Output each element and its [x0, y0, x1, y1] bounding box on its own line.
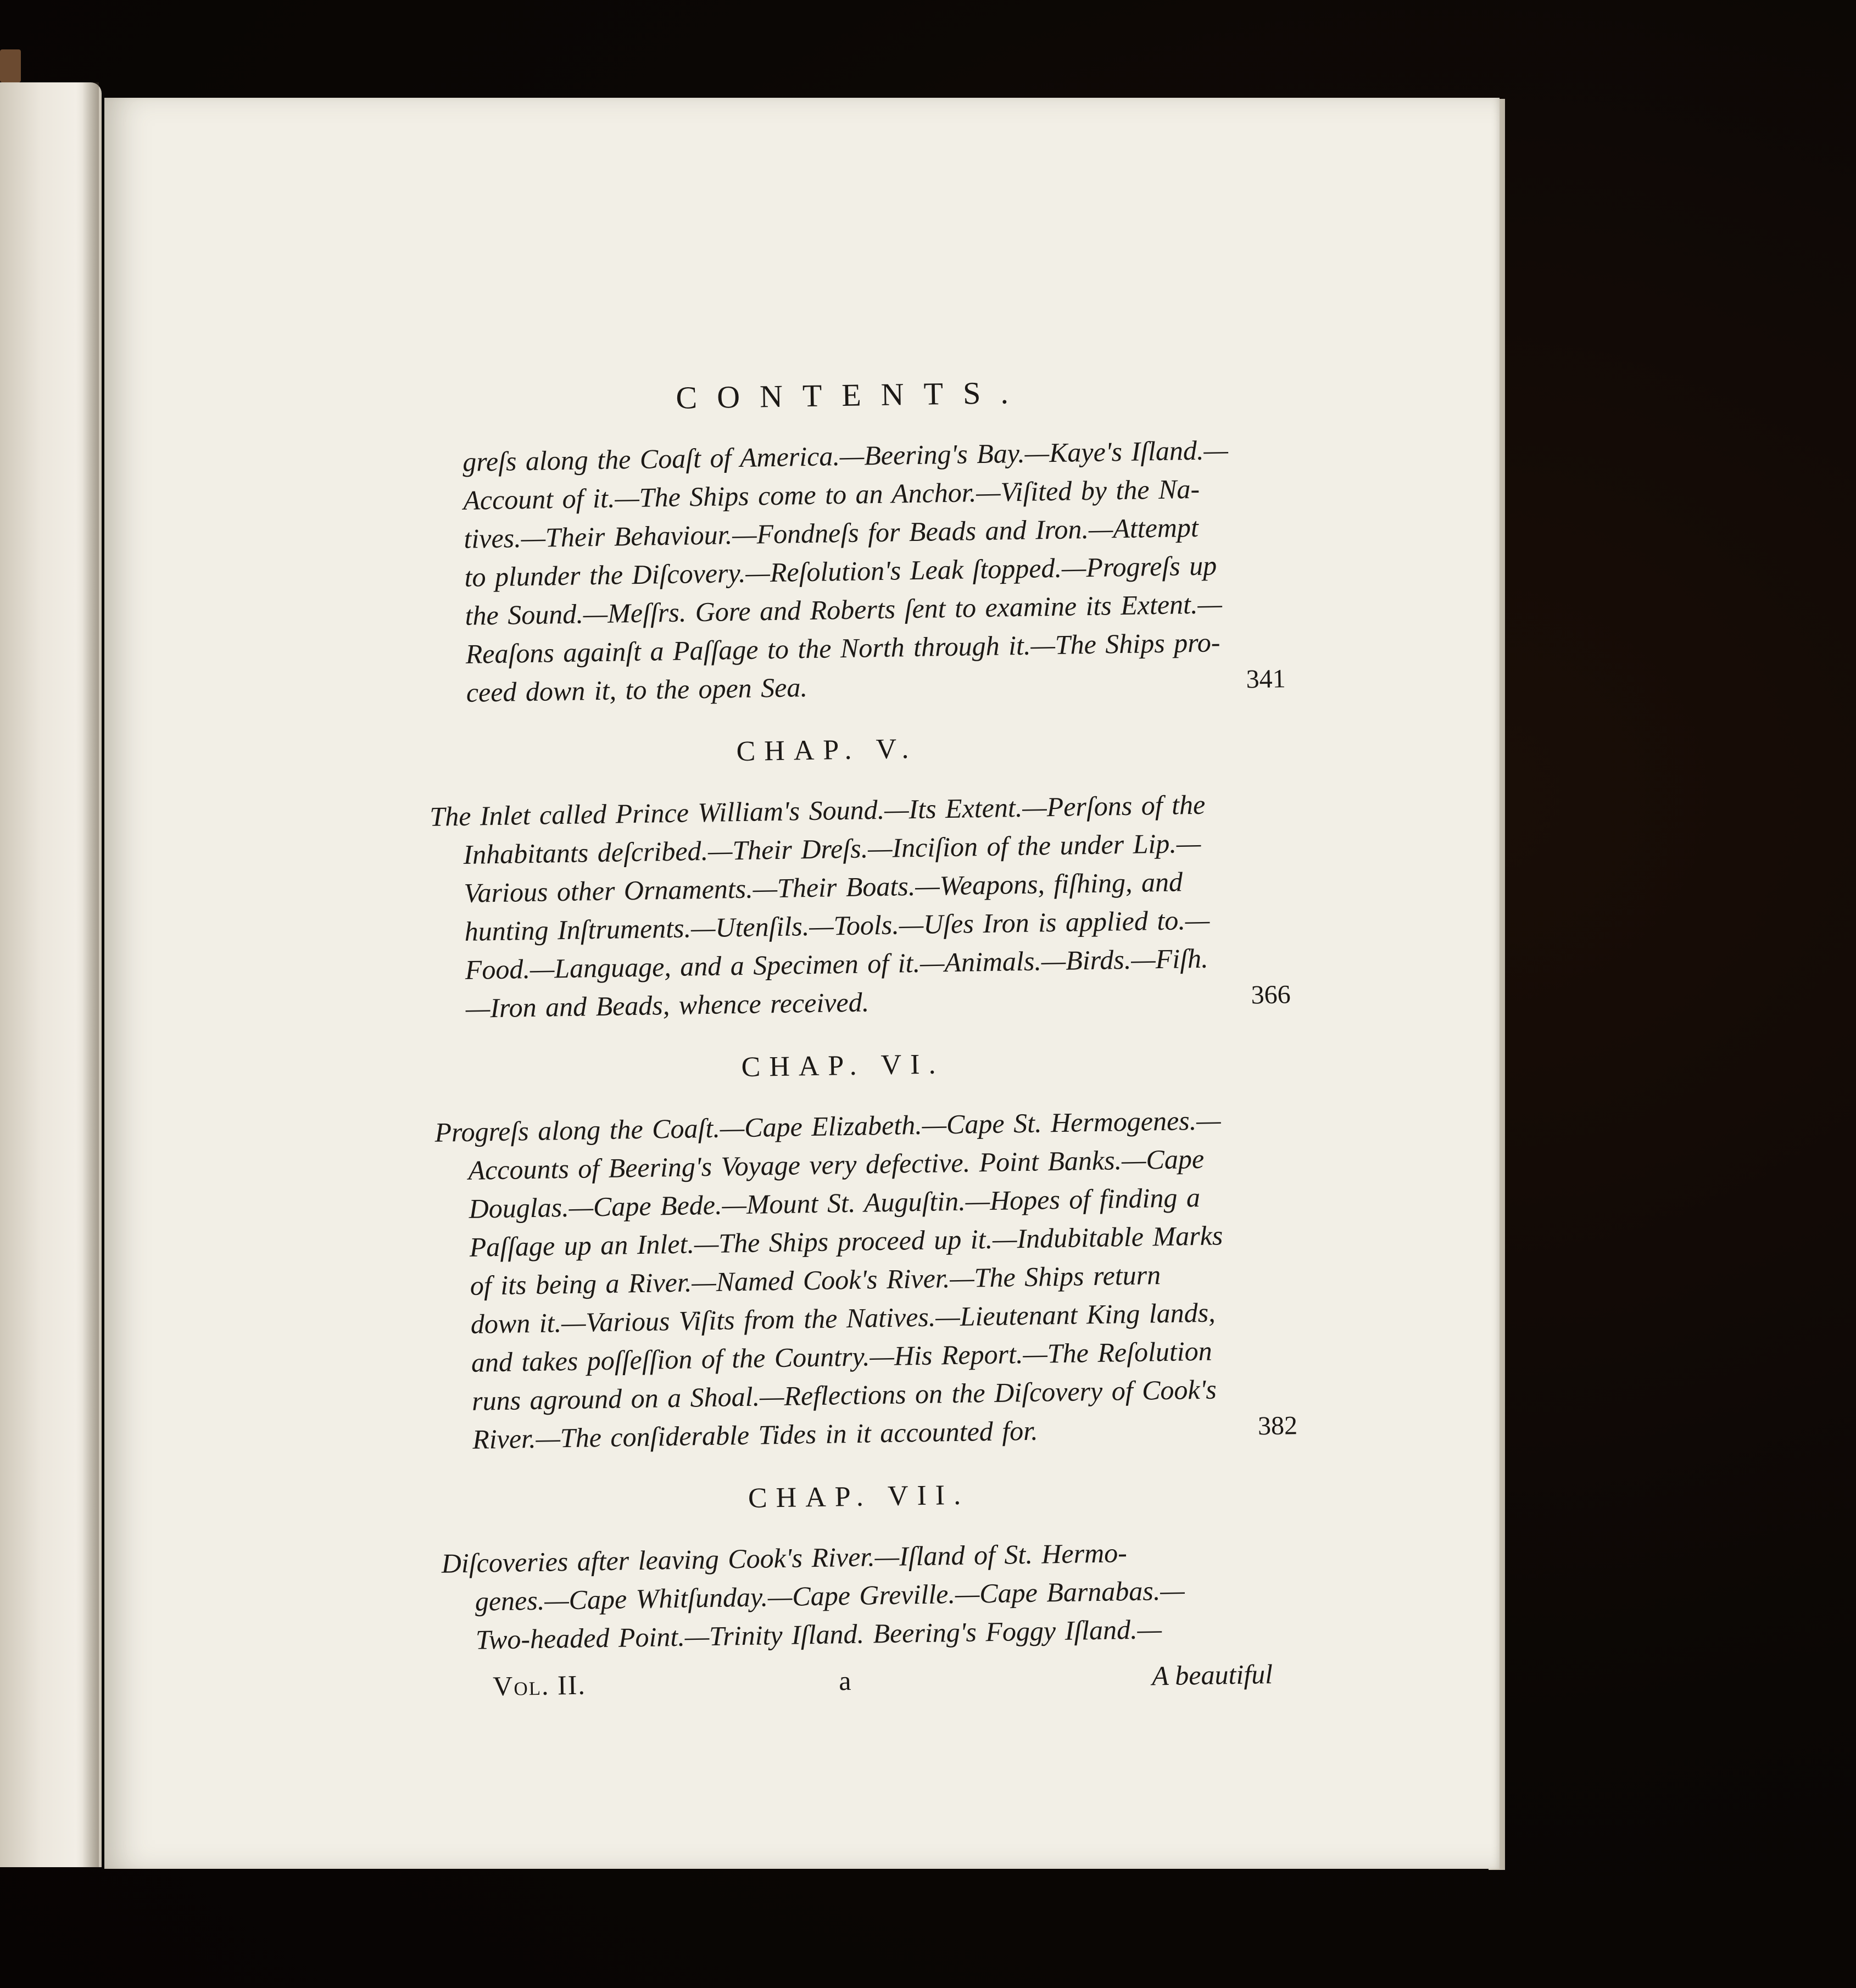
intro-line: Account of it.—The Ships come to an Anchor.—Viſited by the Na- [462, 473, 1200, 516]
book-page [104, 98, 1500, 1869]
chapter-line: Food.—Language, and a Specimen of it.—Animals.—Birds.—Fiſh. [465, 942, 1208, 985]
volume-label: Vol. II. [492, 1669, 587, 1702]
chapter-line: Two-headed Point.—Trinity Iſland. Beering's Foggy Iſland.— [475, 1613, 1162, 1655]
chapter-line: Inhabitants deſcribed.—Their Dreſs.—Inciſion of the under Lip.— [463, 827, 1201, 870]
chapter-line: Douglas.—Cape Bede.—Mount St. Auguſtin.—Hopes of finding a [469, 1181, 1201, 1224]
chapter-heading: CHAP. VI. [741, 1048, 945, 1084]
chapter-line: Accounts of Beering's Voyage very defective. Point Banks.—Cape [468, 1143, 1205, 1186]
signature-mark: a [838, 1665, 851, 1696]
book-clasp [0, 49, 21, 82]
chapter-heading: CHAP. V. [736, 733, 918, 768]
chapter-line: Various other Ornaments.—Their Boats.—Weapons, fiſhing, and [464, 866, 1183, 908]
contents-text-block [423, 370, 1298, 1702]
chapter-line: Paſſage up an Inlet.—The Ships proceed up it.—Indubitable Marks [469, 1220, 1223, 1263]
chapter-line: down it.—Various Viſits from the Natives.—Lieutenant King lands, [470, 1297, 1216, 1339]
chapter-line: Progreſs along the Coaſt.—Cape Elizabeth.—Cape St. Hermogenes.— [434, 1104, 1222, 1148]
intro-line: greſs along the Coaſt of America.—Beering's Bay.—Kaye's Iſland.— [462, 434, 1229, 477]
chapter-line: runs aground on a Shoal.—Reflections on the Diſcovery of Cook's [471, 1373, 1217, 1416]
page-number: 382 [1257, 1411, 1298, 1441]
chapter-line: The Inlet called Prince William's Sound.—Its Extent.—Perſons of the [429, 789, 1206, 832]
chapter-line: —Iron and Beads, whence received. [465, 986, 870, 1024]
intro-line: ceed down it, to the open Sea. [466, 672, 808, 708]
left-page-gutter-shadow [82, 82, 99, 1867]
intro-line: Reaſons againſt a Paſſage to the North through it.—The Ships pro- [465, 627, 1220, 669]
chapter-line: hunting Inſtruments.—Utenſils.—Tools.—Uſes Iron is applied to.— [464, 904, 1210, 947]
page-number: 341 [1246, 664, 1286, 694]
running-head: CONTENTS. [675, 374, 1029, 416]
intro-line: the Sound.—Meſſrs. Gore and Roberts ſent to examine its Extent.— [465, 588, 1223, 631]
chapter-line: River.—The conſiderable Tides in it accounted for. [472, 1415, 1038, 1455]
intro-line: tives.—Their Behaviour.—Fondneſs for Beads and Iron.—Attempt [464, 511, 1199, 554]
intro-line: to plunder the Diſcovery.—Reſolution's Leak ſtopped.—Progreſs up [464, 550, 1217, 593]
catchword: A beautiful [1151, 1658, 1273, 1691]
page-number: 366 [1251, 980, 1291, 1010]
chapter-heading: CHAP. VII. [748, 1479, 970, 1514]
chapter-line: and takes poſſeſſion of the Country.—His Report.—The Reſolution [471, 1335, 1213, 1378]
chapter-line: of its being a River.—Named Cook's River.—The Ships return [470, 1259, 1161, 1301]
chapter-line: genes.—Cape Whitſunday.—Cape Greville.—Cape Barnabas.— [475, 1574, 1185, 1617]
chapter-line: Diſcoveries after leaving Cook's River.—Iſland of St. Hermo- [441, 1537, 1128, 1579]
